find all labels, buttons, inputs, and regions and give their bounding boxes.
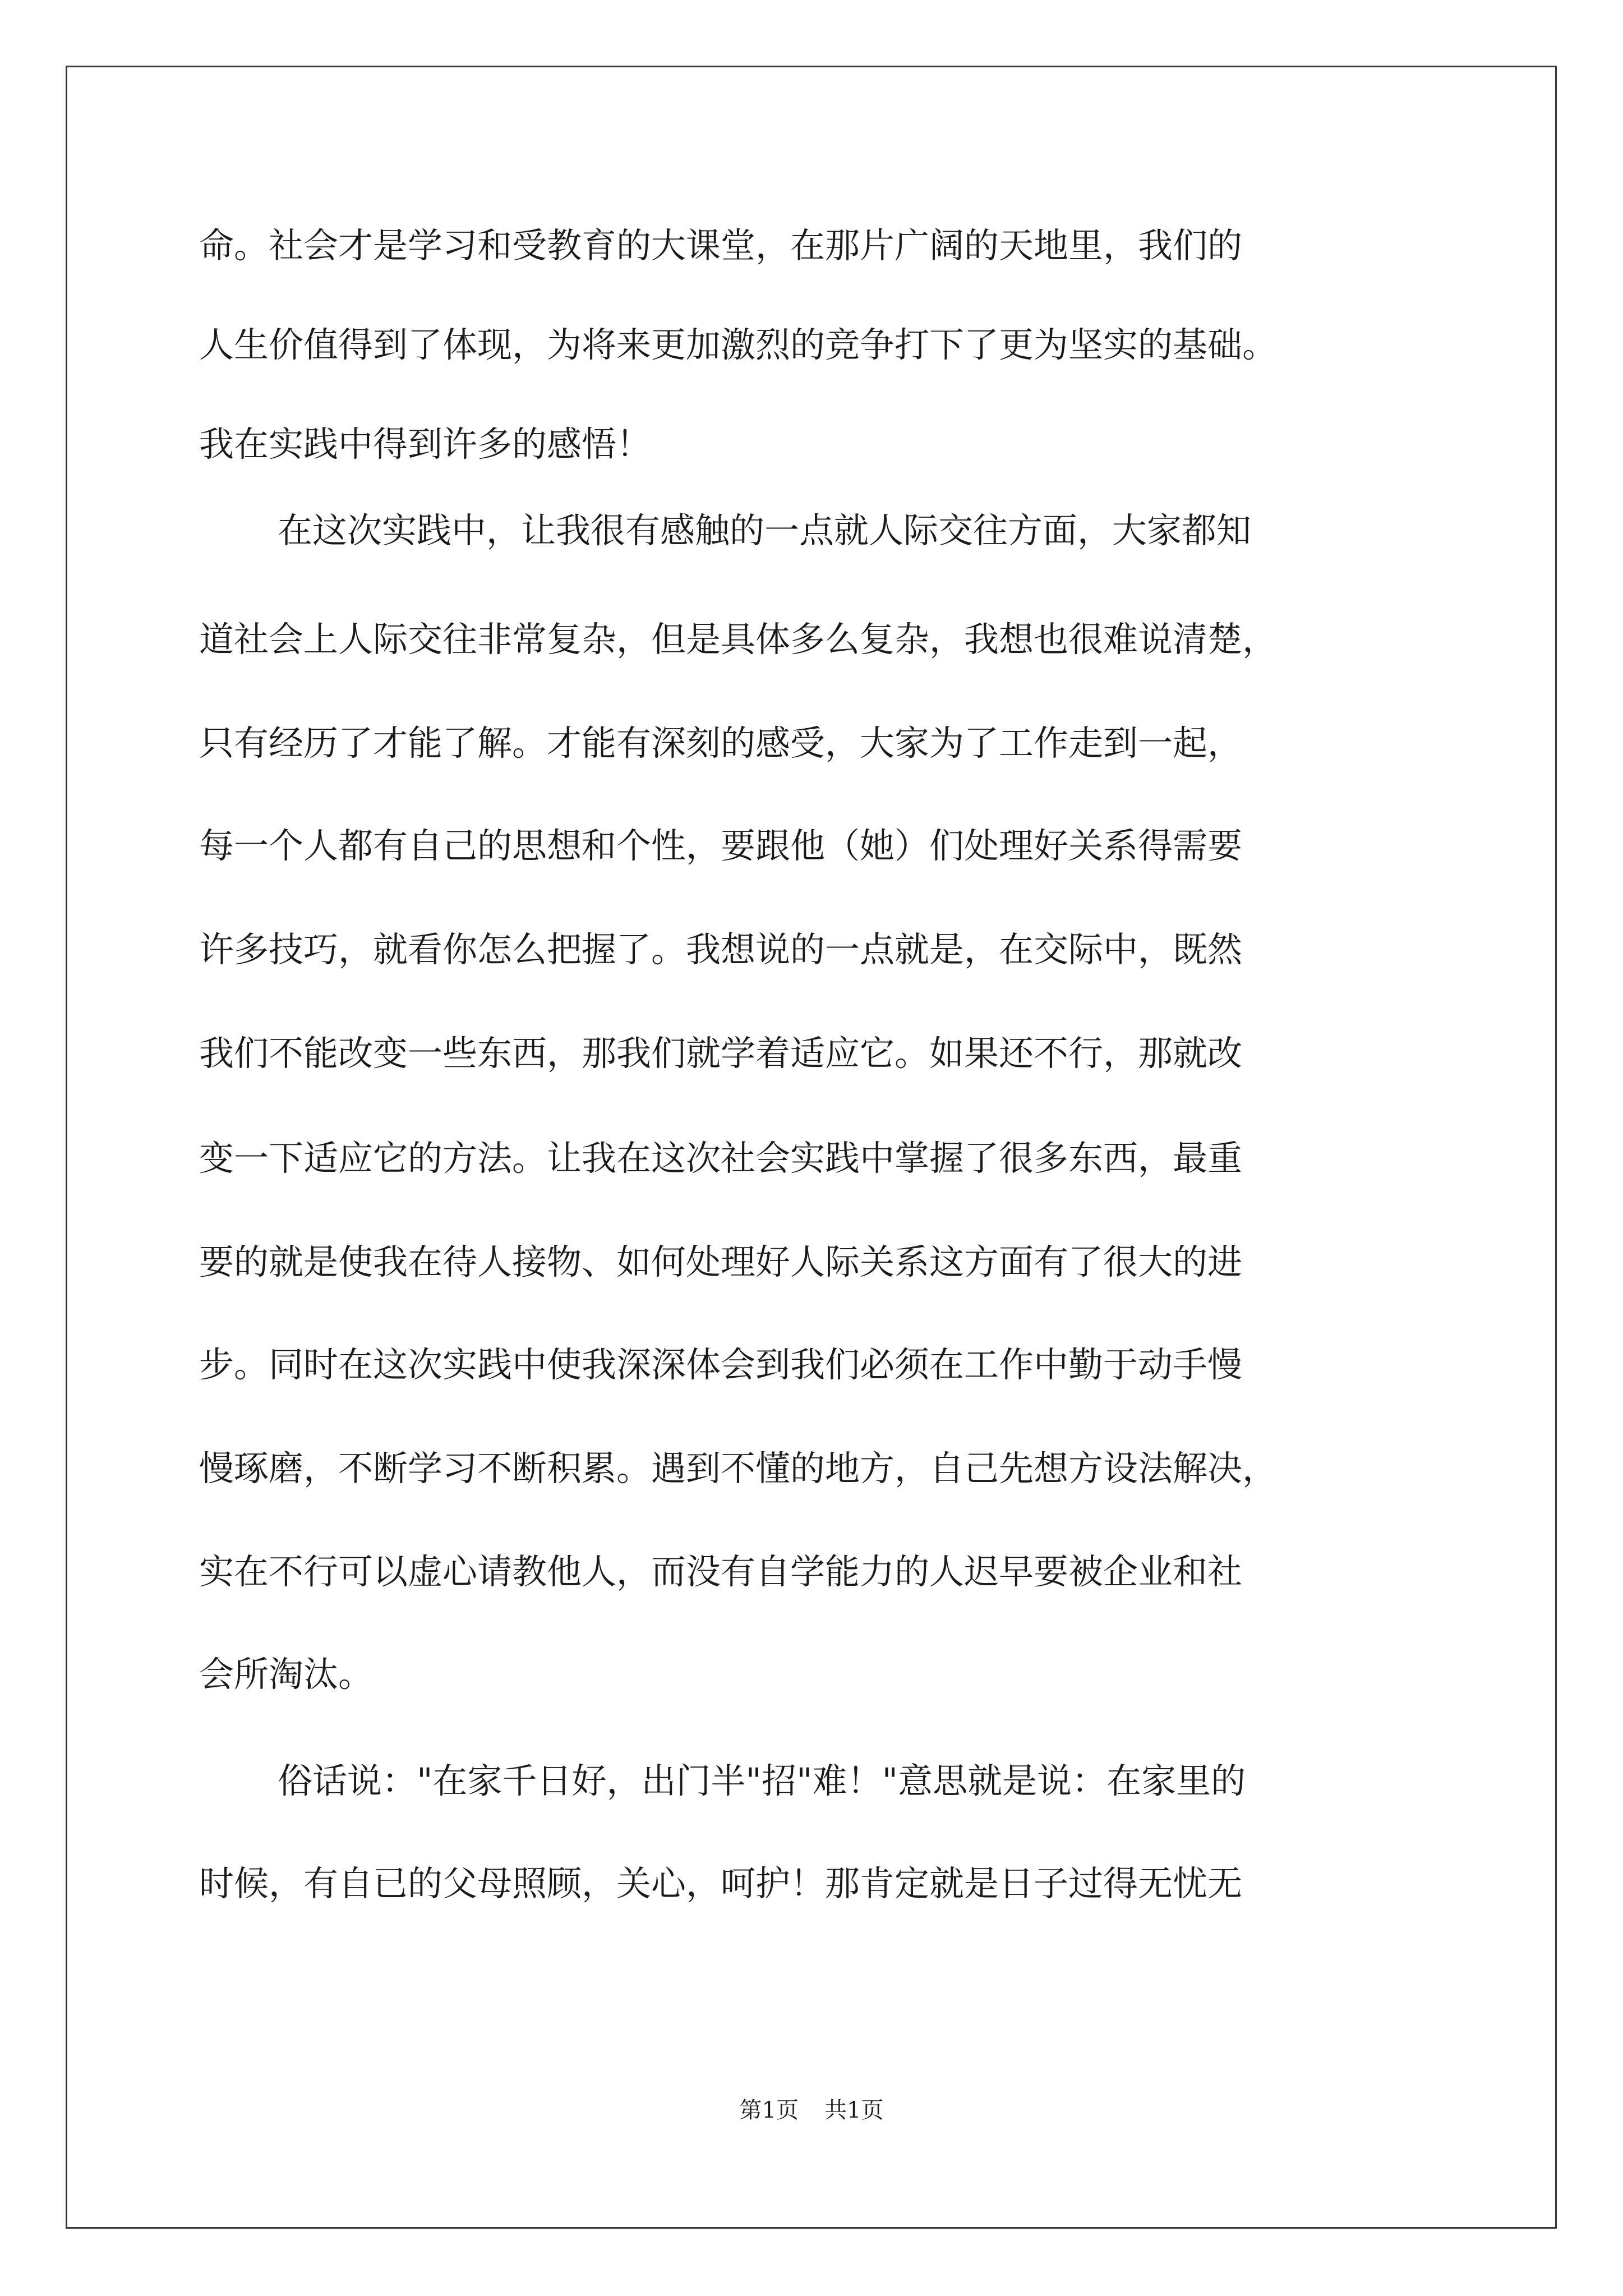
paragraph-line: 会所淘汰。	[199, 1654, 374, 1695]
paragraph-line: 时候，有自已的父母照顾，关心，呵护！那肯定就是日子过得无忧无	[199, 1863, 1243, 1904]
paragraph-line: 在这次实践中，让我很有感触的一点就人际交往方面，大家都知	[278, 510, 1252, 551]
paragraph-line: 慢琢磨，不断学习不断积累。遇到不懂的地方，自己先想方设法解决，	[199, 1448, 1278, 1489]
paragraph-line: 每一个人都有自己的思想和个性，要跟他（她）们处理好关系得需要	[199, 825, 1243, 866]
paragraph-line: 命。社会才是学习和受教育的大课堂，在那片广阔的天地里，我们的	[199, 225, 1243, 266]
paragraph-line: 步。同时在这次实践中使我深深体会到我们必须在工作中勤于动手慢	[199, 1344, 1243, 1385]
page-number-current: 第1页	[739, 2097, 799, 2123]
paragraph-line: 要的就是使我在待人接物、如何处理好人际关系这方面有了很大的进	[199, 1241, 1243, 1282]
paragraph-line: 俗话说："在家千日好，出门半"招"难！"意思就是说：在家里的	[278, 1760, 1246, 1801]
paragraph-line: 只有经历了才能了解。才能有深刻的感受，大家为了工作走到一起，	[199, 723, 1243, 763]
paragraph-line: 许多技巧，就看你怎么把握了。我想说的一点就是，在交际中，既然	[199, 929, 1243, 970]
paragraph-line: 实在不行可以虚心请教他人，而没有自学能力的人迟早要被企业和社	[199, 1551, 1243, 1592]
paragraph-line: 道社会上人际交往非常复杂，但是具体多么复杂，我想也很难说清楚，	[199, 619, 1278, 660]
page-number-total: 共1页	[824, 2097, 884, 2123]
paragraph-line: 我在实践中得到许多的感悟！	[199, 424, 652, 464]
page-footer	[0, 2096, 1623, 2124]
paragraph-line: 我们不能改变一些东西，那我们就学着适应它。如果还不行，那就改	[199, 1033, 1243, 1074]
paragraph-line: 变一下适应它的方法。让我在这次社会实践中掌握了很多东西，最重	[199, 1138, 1243, 1179]
paragraph-line: 人生价值得到了体现，为将来更加激烈的竞争打下了更为坚实的基础。	[199, 324, 1278, 365]
